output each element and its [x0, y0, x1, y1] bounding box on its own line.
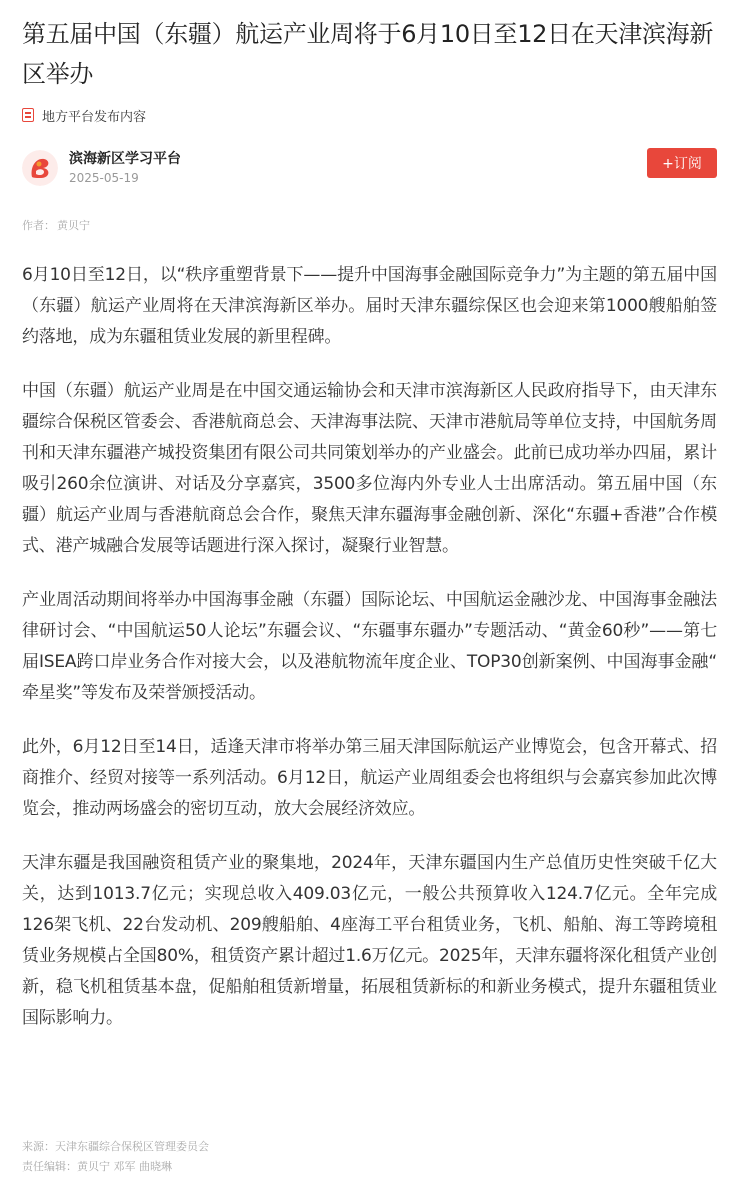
source-header: [22, 146, 717, 190]
author-line: [22, 218, 717, 234]
document-icon: [22, 108, 34, 122]
paragraph: 此外，6月12日至14日，适逢天津市将举办第三届天津国际航运产业博览会，包含开幕式、招商推介、经贸对接等一系列活动。6月12日，航运产业周组委会也将组织与会嘉宾参加此次博览会，推动两场盛会的密切互动，放大会展经济效应。: [22, 737, 717, 819]
article-body: [22, 260, 717, 1034]
author-name: 黄贝宁: [57, 219, 90, 232]
source-name[interactable]: 滨海新区学习平台: [69, 151, 181, 167]
article-footer: [22, 1137, 209, 1177]
subscribe-button[interactable]: +订阅: [647, 148, 717, 178]
platform-tag-label: 地方平台发布内容: [42, 109, 147, 125]
platform-tag: [22, 104, 717, 126]
editor-line: [22, 1157, 209, 1177]
paragraph: 中国（东疆）航运产业周是在中国交通运输协会和天津市滨海新区人民政府指导下，由天津东疆综合保税区管委会、香港航商总会、天津海事法院、天津市港航局等单位支持，中国航务周刊和天津东疆港产城投资集团有限公司共同策划举办的产业盛会。此前已成功举办四届，累计吸引260余位演讲、对话及分享嘉宾，3500多位海内外专业人士出席活动。第五届中国（东疆）航运产业周与香港航商总会合作，聚焦天津东疆海事金融创新、深化“东疆+香港”合作模式、港产城融合发展等话题进行深入探讨，凝聚行业智慧。: [22, 381, 717, 556]
author-label: 作者：: [22, 219, 55, 232]
source-meta: [69, 149, 181, 187]
source-org: 天津东疆综合保税区管理委员会: [55, 1140, 209, 1153]
article-title: 第五届中国（东疆）航运产业周将于6月10日至12日在天津滨海新区举办: [22, 20, 714, 88]
publish-date: 2025-05-19: [69, 171, 139, 185]
paragraph: 天津东疆是我国融资租赁产业的聚集地，2024年，天津东疆国内生产总值历史性突破千亿大关，达到1013.7亿元；实现总收入409.03亿元，一般公共预算收入124.7亿元。全年完成126架飞机、22台发动机、209艘船舶、4座海工平台租赁业务，飞机、船舶、海工等跨境租赁业务规模占全国80%，租赁资产累计超过1.6万亿元。2025年，天津东疆将深化租赁产业创新，稳飞机租赁基本盘，促船舶租赁新增量，拓展租赁新标的和新业务模式，提升东疆租赁业国际影响力。: [22, 853, 717, 1028]
source-line: [22, 1137, 209, 1157]
editor-label: 责任编辑：: [22, 1160, 77, 1173]
editor-names: 黄贝宁 邓军 曲晓琳: [77, 1160, 172, 1173]
paragraph: 6月10日至12日，以“秩序重塑背景下——提升中国海事金融国际竞争力”为主题的第五届中国（东疆）航运产业周将在天津滨海新区举办。届时天津东疆综保区也会迎来第1000艘船舶签约落地，成为东疆租赁业发展的新里程碑。: [22, 265, 717, 347]
platform-logo-icon[interactable]: [22, 150, 58, 186]
source-label: 来源：: [22, 1140, 55, 1153]
paragraph: 产业周活动期间将举办中国海事金融（东疆）国际论坛、中国航运金融沙龙、中国海事金融法律研讨会、“中国航运50人论坛”东疆会议、“东疆事东疆办”专题活动、“黄金60秒”——第七届ISEA跨口岸业务合作对接大会，以及港航物流年度企业、TOP30创新案例、中国海事金融“ 牵星奖”等发布及荣誉颁授活动。: [22, 590, 717, 703]
